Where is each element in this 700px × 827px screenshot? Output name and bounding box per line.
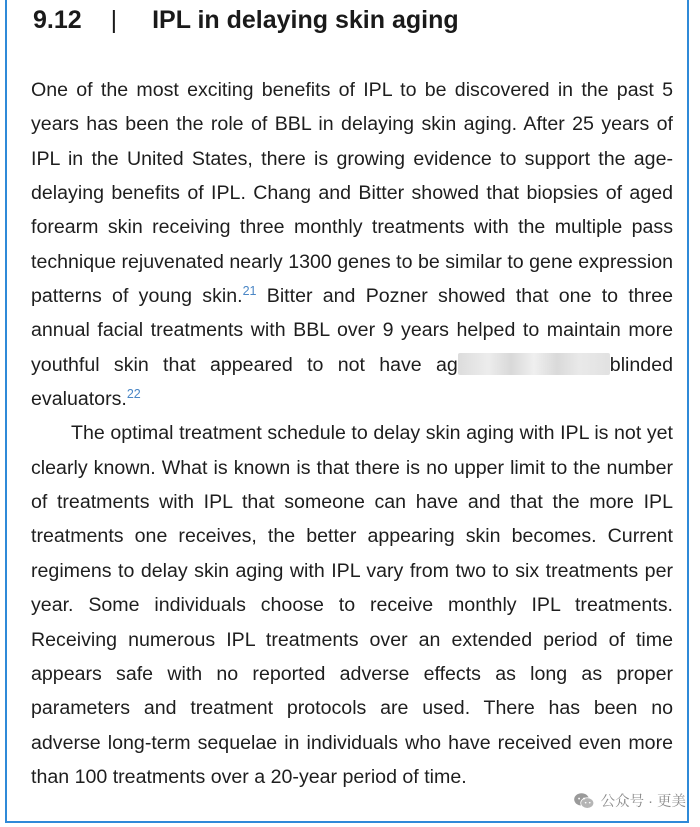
watermark — [573, 790, 686, 811]
paragraph-1 — [31, 73, 673, 416]
paragraph-2: The optimal treatment schedule to delay skin aging with IPL is not yet clearly known. What is known is that there is no upper limit to the number of treatments with IPL that someone can have and that the more IPL treatments one receives, the better appearing skin becomes. Current regimens to delay skin aging with IPL vary from two to six treatments per year. Some individuals choose to receive monthly IPL treatments. Receiving numerous IPL treatments over an extended period of time appears safe with no reported adverse effects as long as proper parameters and treatment protocols are used. There has been no adverse long-term sequelae in individuals who have received even more than 100 treatments over a 20-year period of time. — [31, 422, 673, 788]
paragraph-1-text-c: blinded evaluators. — [31, 353, 673, 411]
paragraph-1-text-b: Bitter and Pozner showed that one to three annual facial treatments with BBL over 9 years helped to maintain more youthful skin that appeared to not have ag — [31, 285, 673, 376]
reference-21[interactable]: 21 — [242, 284, 257, 299]
section-separator: | — [110, 6, 118, 34]
redacted-text — [458, 353, 610, 375]
paragraph-1-text-a: One of the most exciting benefits of IPL to be discovered in the past 5 years has been the role of BBL in delaying skin aging. After 25 years of IPL in the United States, there is growing evidence to support the age-delaying benefits of IPL. Chang and Bitter showed that biopsies of aged forearm skin receiving three monthly treatments with the multiple pass technique rejuvenated nearly 1300 genes to be similar to gene expression patterns of young skin. — [31, 79, 673, 308]
section-heading — [33, 3, 459, 37]
section-title: IPL in delaying skin aging — [152, 6, 459, 34]
section-number: 9.12 — [33, 6, 82, 34]
watermark-text: 公众号 · 更美 — [600, 794, 686, 810]
wechat-icon — [573, 792, 595, 810]
article-body — [31, 73, 673, 794]
reference-22[interactable]: 22 — [126, 387, 141, 402]
